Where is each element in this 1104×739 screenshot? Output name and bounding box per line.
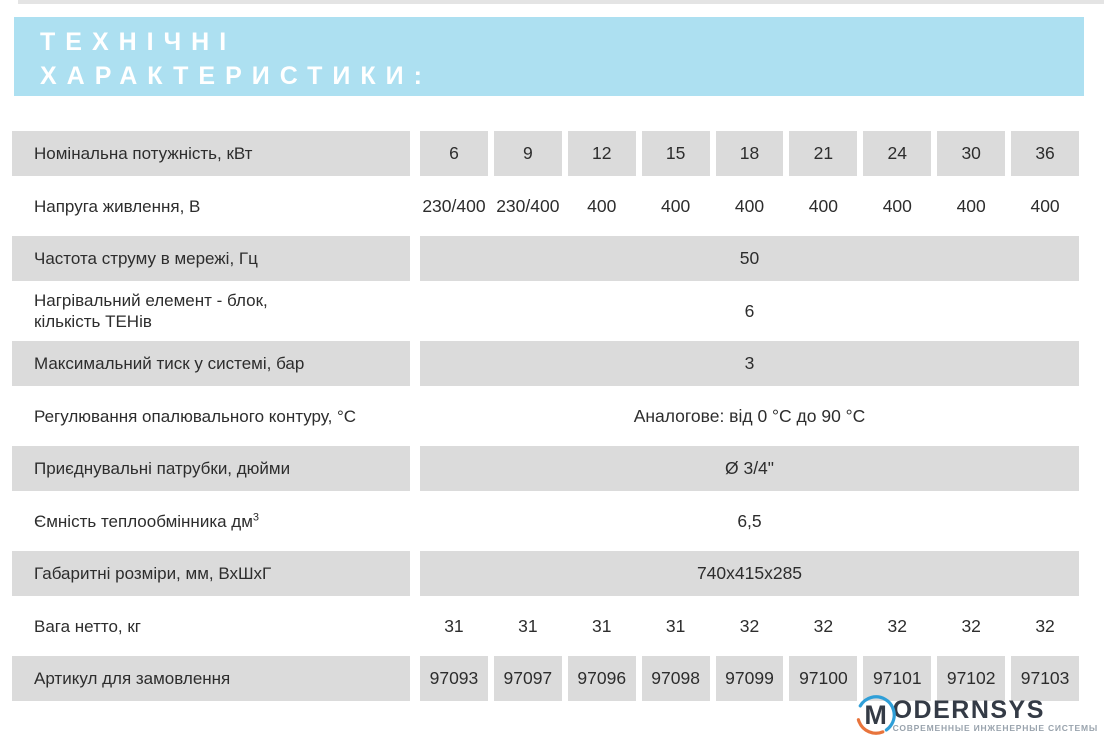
row-label-text: Напруга живлення, В: [34, 196, 201, 216]
value-cell: 400: [1030, 195, 1060, 216]
row-values: [420, 596, 1079, 656]
row-label-superscript: 3: [252, 510, 260, 523]
value-cell: 97101: [863, 656, 931, 701]
value-cell: 97096: [568, 656, 636, 701]
value-cell: 12: [568, 131, 636, 176]
value-cell: 24: [863, 131, 931, 176]
row-label-text: Нагрівальний елемент - блок, кількість ТЕНів: [34, 291, 268, 331]
row-values: [420, 236, 1079, 281]
row-label: [12, 551, 410, 596]
table-row: [12, 131, 1079, 176]
value-cell: 400: [956, 195, 986, 216]
merged-value-cell: 740x415x285: [420, 551, 1079, 596]
row-values: [420, 491, 1079, 551]
row-values: [420, 176, 1079, 236]
section-header: [14, 17, 1084, 96]
value-cell: 400: [734, 195, 765, 216]
value-cell: 18: [716, 131, 784, 176]
value-cell: 6: [420, 131, 488, 176]
value-cell: 21: [789, 131, 857, 176]
table-row: [12, 551, 1079, 596]
value-cell: 30: [937, 131, 1005, 176]
value-cell: 15: [642, 131, 710, 176]
value-cell: 36: [1011, 131, 1079, 176]
modernsys-logo: [855, 692, 1098, 738]
value-cell: 400: [808, 195, 838, 216]
table-row: [12, 386, 1079, 446]
value-cell: 97100: [789, 656, 857, 701]
row-label-text: Номінальна потужність, кВт: [34, 144, 253, 163]
table-row: [12, 341, 1079, 386]
value-cell: 9: [494, 131, 562, 176]
value-cell: 97099: [716, 656, 784, 701]
value-cell: 32: [813, 615, 834, 636]
row-label-text: Артикул для замовлення: [34, 669, 231, 688]
row-values: [420, 281, 1079, 341]
row-values: [420, 131, 1079, 176]
table-row: [12, 236, 1079, 281]
row-values: [420, 446, 1079, 491]
row-label: [12, 446, 410, 491]
row-label: [12, 596, 410, 656]
row-label: [12, 176, 410, 236]
row-label: [12, 656, 410, 701]
value-cell: 31: [665, 615, 686, 636]
value-cell: 97097: [494, 656, 562, 701]
row-label: [12, 131, 410, 176]
merged-value-cell: 50: [420, 236, 1079, 281]
value-cell: 32: [961, 615, 981, 636]
row-values: [420, 551, 1079, 596]
merged-value-cell: Аналогове: від 0 °С до 90 °С: [633, 405, 866, 426]
value-cell: 31: [444, 615, 464, 636]
merged-value-cell: 3: [420, 341, 1079, 386]
row-label: [12, 341, 410, 386]
value-cell: 230/400: [422, 195, 486, 216]
table-row: [12, 281, 1079, 341]
value-cell: 32: [1035, 615, 1055, 636]
value-cell: 97098: [642, 656, 710, 701]
spec-table: [12, 131, 1079, 701]
merged-value-cell: Ø 3/4": [420, 446, 1079, 491]
row-label: [12, 281, 410, 341]
row-label-text: Максимальний тиск у системі, бар: [34, 354, 305, 373]
table-row: [12, 596, 1079, 656]
row-label-text: Габаритні розміри, мм, ВхШхГ: [34, 564, 272, 583]
value-cell: 230/400: [496, 195, 560, 216]
value-cell: 400: [882, 195, 912, 216]
row-label-text: Ємність теплообмінника $дм^3$: [34, 510, 260, 531]
merged-value-cell: 6,5: [737, 510, 762, 531]
page-top-divider: [18, 0, 1104, 4]
logo-text-block: [893, 697, 1098, 734]
value-cell: 31: [591, 615, 612, 636]
value-cell: 97103: [1011, 656, 1079, 701]
value-cell: 32: [887, 615, 908, 636]
row-label-text: Приєднувальні патрубки, дюйми: [34, 459, 291, 478]
value-cell: 97102: [937, 656, 1005, 701]
row-label-text: Регулювання опалювального контуру, °С: [34, 406, 357, 426]
value-cell: 400: [661, 195, 691, 216]
merged-value-cell: 6: [744, 300, 755, 321]
value-cell: 97093: [420, 656, 488, 701]
table-row: [12, 446, 1079, 491]
row-label: [12, 236, 410, 281]
row-values: [420, 386, 1079, 446]
section-title-line2: ХАРАКТЕРИСТИКИ:: [40, 62, 432, 90]
row-values: [420, 341, 1079, 386]
value-cell: 31: [518, 615, 538, 636]
table-row: [12, 176, 1079, 236]
logo-wordmark: ODERNSYS: [892, 695, 1045, 724]
row-label-text: Вага нетто, кг: [34, 616, 141, 636]
table-row: [12, 491, 1079, 551]
section-title-line1: ТЕХНІЧНІ: [40, 28, 237, 56]
logo-letter-m: M: [864, 699, 887, 730]
row-label-text: Частота струму в мережі, Гц: [34, 249, 258, 268]
row-label: [12, 386, 410, 446]
logo-subtitle: СОВРЕМЕННЫЕ ИНЖЕНЕРНЫЕ СИСТЕМЫ: [892, 722, 1098, 733]
value-cell: 400: [587, 195, 617, 216]
row-label: [12, 491, 410, 551]
value-cell: 32: [739, 615, 760, 636]
logo-circle-mark: [855, 694, 897, 736]
